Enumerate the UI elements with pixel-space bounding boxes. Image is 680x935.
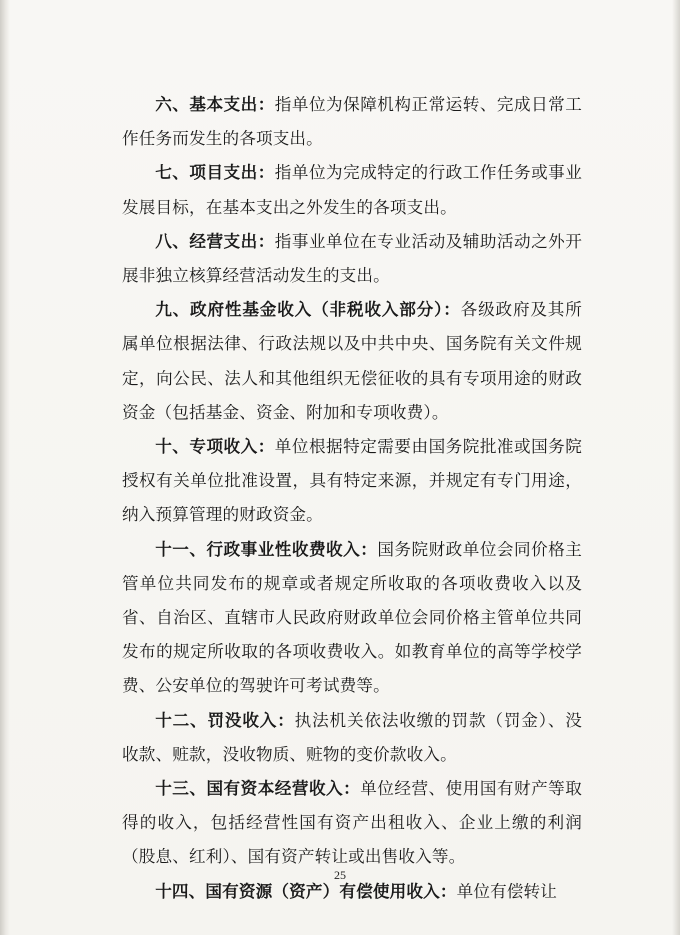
term-label: 七、项目支出： bbox=[155, 163, 275, 183]
paragraph-administrative-fee-income bbox=[122, 533, 582, 704]
paragraph-text: 单位经营、使用国有财产等取得的收入，包括经营性国有资产出租收入、企业上缴的利润（股息、红利）、国有资产转让或出售收入等。 bbox=[122, 779, 582, 867]
page-number: 25 bbox=[334, 868, 346, 882]
paragraph-text: 指单位为保障机构正常运转、完成日常工作任务而发生的各项支出。 bbox=[122, 95, 582, 149]
paragraph-text: 指事业单位在专业活动及辅助活动之外开展非独立核算经营活动发生的支出。 bbox=[122, 231, 582, 286]
paragraph-project-expenditure bbox=[122, 156, 582, 224]
paragraph-text: 单位根据特定需要由国务院批准或国务院授权有关单位批准设置，具有特定来源，并规定有专门用途，纳入预算管理的财政资金。 bbox=[122, 437, 582, 525]
term-label: 十、专项收入： bbox=[155, 437, 275, 457]
term-label: 十二、罚没收入： bbox=[155, 710, 295, 730]
paragraph-text: 指单位为完成特定的行政工作任务或事业发展目标，在基本支出之外发生的各项支出。 bbox=[122, 163, 582, 217]
page-edge-shadow-left bbox=[0, 0, 10, 935]
term-label: 六、基本支出： bbox=[155, 95, 275, 114]
paragraph-text: 各级政府及其所属单位根据法律、行政法规以及中共中央、国务院有关文件规定，向公民、法人和其他组织无偿征收的具有专项用途的财政资金（包括基金、资金、附加和专项收费）。 bbox=[122, 300, 582, 422]
page-edge-shadow-right bbox=[672, 0, 680, 935]
paragraph-operating-expenditure bbox=[122, 225, 582, 293]
paragraph-state-capital-income bbox=[122, 772, 582, 875]
term-label: 十三、国有资本经营收入： bbox=[155, 779, 361, 799]
paragraph-government-fund-income bbox=[122, 293, 582, 430]
paragraph-text: 单位有偿转让 bbox=[456, 881, 558, 901]
paragraph-basic-expenditure bbox=[122, 88, 582, 156]
paragraph-text: 国务院财政单位会同价格主管单位共同发布的规章或者规定所收取的各项收费收入以及省、自治区、直辖市人民政府财政单位会同价格主管单位共同发布的规定所收取的各项收费收入。如教育单位的高等学校学费、公安单位的驾驶许可考试费等。 bbox=[122, 539, 582, 696]
term-label: 九、政府性基金收入（非税收入部分）： bbox=[155, 300, 461, 320]
paragraph-text: 执法机关依法收缴的罚款（罚金）、没收款、赃款，没收物质、赃物的变价款收入。 bbox=[122, 710, 583, 764]
paragraph-special-income bbox=[122, 430, 582, 533]
paragraph-fines-confiscation-income bbox=[122, 704, 582, 772]
document-body bbox=[122, 88, 582, 909]
term-label: 十四、国有资源（资产）有偿使用收入： bbox=[155, 881, 457, 901]
term-label: 十一、行政事业性收费收入： bbox=[155, 539, 378, 559]
term-label: 八、经营支出： bbox=[155, 231, 275, 251]
